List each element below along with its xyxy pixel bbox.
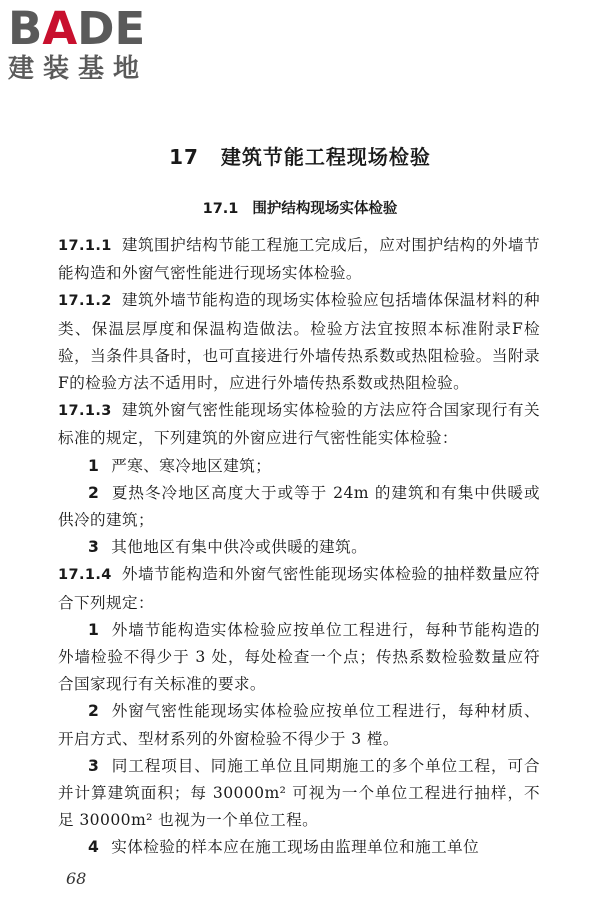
clause [58, 397, 540, 452]
clause-text: 建筑围护结构节能工程施工完成后，应对围护结构的外墙节能构造和外窗气密性能进行现场实体检验。 [58, 236, 540, 283]
item-text: 外墙节能构造实体检验应按单位工程进行，每种节能构造的外墙检验不得少于 3 处，每处检查一个点；传热系数检验数量应符合国家现行有关标准的要求。 [58, 620, 540, 694]
item-number: 1 [88, 620, 100, 639]
item-number: 3 [88, 756, 100, 775]
item-text: 严寒、寒冷地区建筑； [111, 456, 272, 475]
item-number: 2 [88, 483, 100, 502]
chapter-title-text: 建筑节能工程现场检验 [220, 145, 431, 169]
list-item [58, 834, 540, 861]
list-item [58, 753, 540, 835]
list-item [58, 698, 540, 752]
section-title [0, 197, 600, 218]
page-number: 68 [66, 869, 87, 888]
section-number: 17.1 [202, 201, 239, 217]
clause-text: 建筑外墙节能构造的现场实体检验应包括墙体保温材料的种类、保温层厚度和保温构造做法。检验方法宜按照本标准附录F检验，当条件具备时，也可直接进行外墙传热系数或热阻检验。当附录F的检验方法不适用时，应进行外墙传热系数或热阻检验。 [58, 291, 540, 393]
bade-logo [8, 2, 178, 84]
item-text: 同工程项目、同施工单位且同期施工的多个单位工程，可合并计算建筑面积；每 30000m² 可视为一个单位工程进行抽样，不足 30000m² 也视为一个单位工程。 [58, 756, 540, 830]
logo-accent-letter: A [42, 2, 78, 55]
clause-number: 17.1.2 [58, 293, 112, 310]
item-number: 4 [88, 838, 100, 857]
clause-number: 17.1.1 [58, 238, 112, 254]
item-number: 2 [88, 702, 100, 721]
clause-text: 外墙节能构造和外窗气密性能现场实体检验的抽样数量应符合下列规定： [58, 565, 540, 612]
clause-text: 建筑外窗气密性能现场实体检验的方法应符合国家现行有关标准的规定，下列建筑的外窗应进行气密性能实体检验： [58, 401, 540, 448]
list-item [58, 480, 540, 534]
chapter-title [0, 141, 600, 170]
list-item [58, 534, 540, 561]
clause-number: 17.1.4 [58, 567, 112, 584]
item-number: 1 [88, 456, 100, 475]
chapter-number: 17 [169, 145, 199, 169]
logo-letter: DE [77, 2, 146, 55]
body-text [58, 232, 540, 862]
item-text: 外窗气密性能现场实体检验应按单位工程进行，每种材质、开启方式、型材系列的外窗检验不得少于 3 樘。 [58, 702, 540, 748]
clause [58, 561, 540, 616]
list-item [58, 453, 540, 480]
section-title-text: 围护结构现场实体检验 [252, 201, 398, 217]
item-number: 3 [88, 538, 100, 557]
item-text: 夏热冬冷地区高度大于或等于 24m 的建筑和有集中供暖或供冷的建筑； [58, 483, 540, 530]
list-item [58, 617, 540, 699]
clause-number: 17.1.3 [58, 403, 112, 420]
clause [58, 287, 540, 397]
logo-letter: B [8, 2, 43, 55]
logo-wordmark [8, 2, 178, 55]
logo-subtitle: 建装基地 [8, 54, 149, 84]
item-text: 其他地区有集中供冷或供暖的建筑。 [111, 538, 368, 557]
item-text: 实体检验的样本应在施工现场由监理单位和施工单位 [111, 838, 480, 857]
clause [58, 232, 540, 287]
